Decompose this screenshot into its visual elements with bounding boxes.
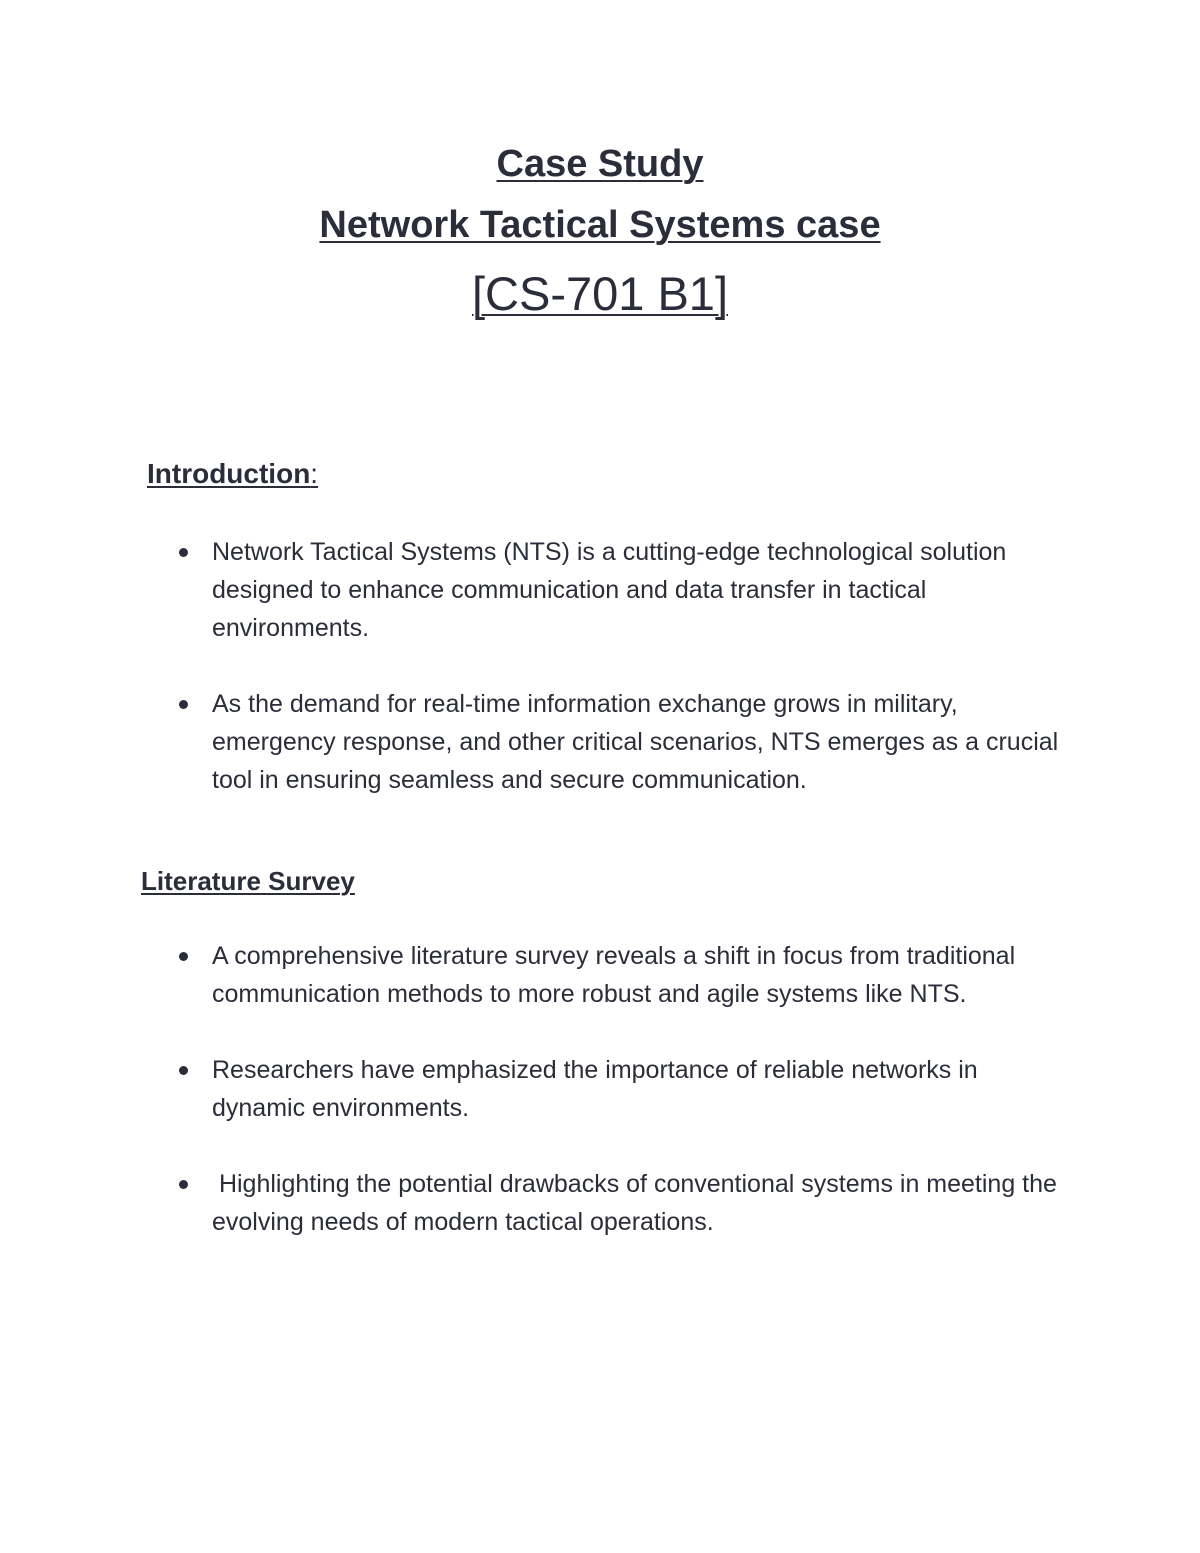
list-item-text: As the demand for real-time information exchange grows in military, emergency response, and other critical scenarios, NTS emerges as a crucial tool in ensuring seamless and secure communication. <box>212 690 1059 794</box>
introduction-heading-text: Introduction <box>147 458 311 489</box>
list-item <box>0 937 1072 1013</box>
list-item-text: A comprehensive literature survey reveals a shift in focus from traditional communication methods to more robust and agile systems like NTS. <box>212 942 1016 1008</box>
literature-survey-list <box>0 937 1200 1241</box>
bullet-icon <box>179 952 188 961</box>
introduction-list <box>0 533 1200 799</box>
list-item-text: Highlighting the potential drawbacks of conventional systems in meeting the evolving needs of modern tactical operations. <box>212 1170 1064 1236</box>
bullet-icon <box>179 1180 188 1189</box>
document-subtitle: Network Tactical Systems case <box>319 204 881 246</box>
bullet-icon <box>179 700 188 709</box>
document-title: Case Study <box>496 143 704 185</box>
bullet-icon <box>179 1066 188 1075</box>
list-item-text: Researchers have emphasized the importance of reliable networks in dynamic environments. <box>212 1056 978 1122</box>
list-item <box>0 1051 1072 1127</box>
introduction-heading-colon: : <box>310 458 319 489</box>
bullet-icon <box>179 548 188 557</box>
course-code: [CS-701 B1] <box>471 267 729 320</box>
introduction-heading <box>147 458 318 490</box>
list-item-text: Network Tactical Systems (NTS) is a cutting-edge technological solution designed to enhance communication and data transfer in tactical environments. <box>212 538 1007 642</box>
list-item <box>0 685 1072 799</box>
literature-survey-heading: Literature Survey <box>141 866 355 896</box>
list-item <box>0 533 1072 647</box>
list-item <box>0 1165 1072 1241</box>
